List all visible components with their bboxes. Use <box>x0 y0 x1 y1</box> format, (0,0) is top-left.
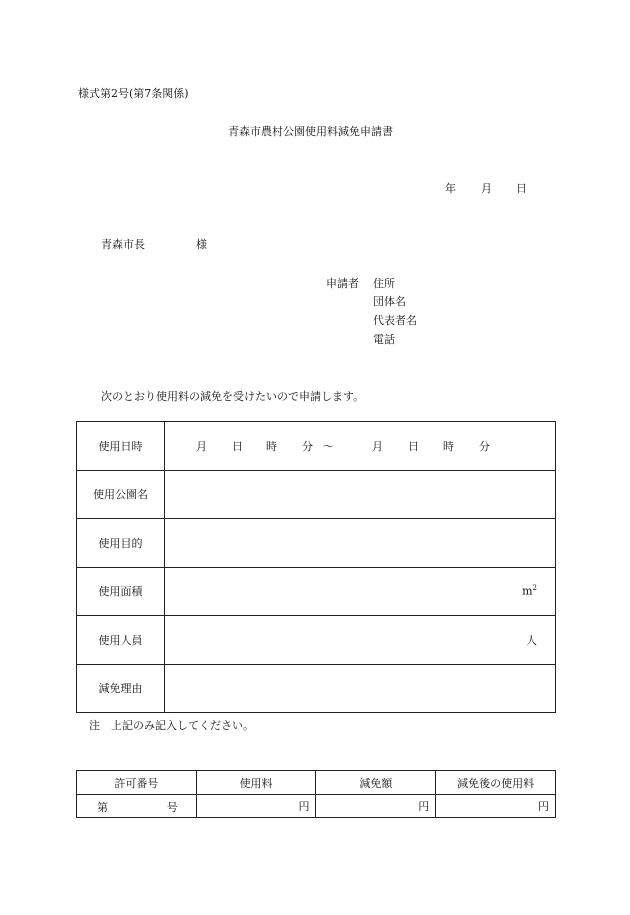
application-table <box>76 421 556 713</box>
dt-day-1: 日 <box>232 439 243 453</box>
header-permit-number: 許可番号 <box>77 771 197 795</box>
row-label-purpose: 使用目的 <box>77 519 165 568</box>
dt-tilde: ～ <box>323 439 334 453</box>
dt-min-2: 分 <box>479 439 490 453</box>
table-row <box>77 567 556 616</box>
datetime-field[interactable] <box>165 422 556 471</box>
park-name-field[interactable] <box>165 470 556 519</box>
date-year: 年 <box>445 182 456 195</box>
dt-day-2: 日 <box>408 439 419 453</box>
permit-suffix: 号 <box>166 801 178 814</box>
addressee-name: 青森市長 <box>101 238 145 251</box>
dt-hour-2: 時 <box>443 439 454 453</box>
area-field[interactable] <box>165 567 556 616</box>
table-row <box>77 795 556 818</box>
table-row <box>77 422 556 471</box>
dt-month-2: 月 <box>372 439 383 453</box>
dt-min-1: 分 <box>302 439 313 453</box>
table-row <box>77 771 556 795</box>
row-label-area: 使用面積 <box>77 567 165 616</box>
row-label-datetime: 使用日時 <box>77 422 165 471</box>
fee-after-cell[interactable] <box>436 795 556 818</box>
people-unit: 人 <box>526 633 537 647</box>
yen-unit: 円 <box>418 800 430 813</box>
fee-table <box>76 770 556 818</box>
applicant-address-label: 住所 <box>373 277 395 290</box>
form-number: 様式第2号(第7条関係) <box>78 87 189 100</box>
header-reduction: 減免額 <box>316 771 436 795</box>
table-row <box>77 519 556 568</box>
dt-month-1: 月 <box>196 439 207 453</box>
addressee-honorific: 様 <box>196 238 207 251</box>
page-title: 青森市農村公園使用料減免申請書 <box>228 125 393 138</box>
date-day: 日 <box>516 182 527 195</box>
row-label-park-name: 使用公園名 <box>77 470 165 519</box>
area-unit: $m^2$ <box>522 584 537 599</box>
table-row <box>77 664 556 713</box>
yen-unit: 円 <box>538 800 549 813</box>
header-fee: 使用料 <box>196 771 316 795</box>
reason-field[interactable] <box>165 664 556 713</box>
yen-unit: 円 <box>298 800 310 813</box>
header-fee-after: 減免後の使用料 <box>436 771 556 795</box>
applicant-label: 申請者 <box>326 277 359 290</box>
date-month: 月 <box>481 182 492 195</box>
note-text: 注 上記のみ記入してください。 <box>89 719 254 732</box>
applicant-org-label: 団体名 <box>373 295 406 308</box>
reduction-cell[interactable] <box>316 795 436 818</box>
applicant-phone-label: 電話 <box>373 333 395 346</box>
table-row <box>77 470 556 519</box>
people-field[interactable] <box>165 616 556 665</box>
intro-text: 次のとおり使用料の減免を受けたいので申請します。 <box>101 390 365 403</box>
purpose-field[interactable] <box>165 519 556 568</box>
fee-cell[interactable] <box>196 795 316 818</box>
permit-prefix: 第 <box>97 801 108 814</box>
row-label-people: 使用人員 <box>77 616 165 665</box>
applicant-rep-label: 代表者名 <box>373 314 417 327</box>
table-row <box>77 616 556 665</box>
permit-number-cell[interactable] <box>77 795 197 818</box>
row-label-reason: 減免理由 <box>77 664 165 713</box>
dt-hour-1: 時 <box>266 439 277 453</box>
